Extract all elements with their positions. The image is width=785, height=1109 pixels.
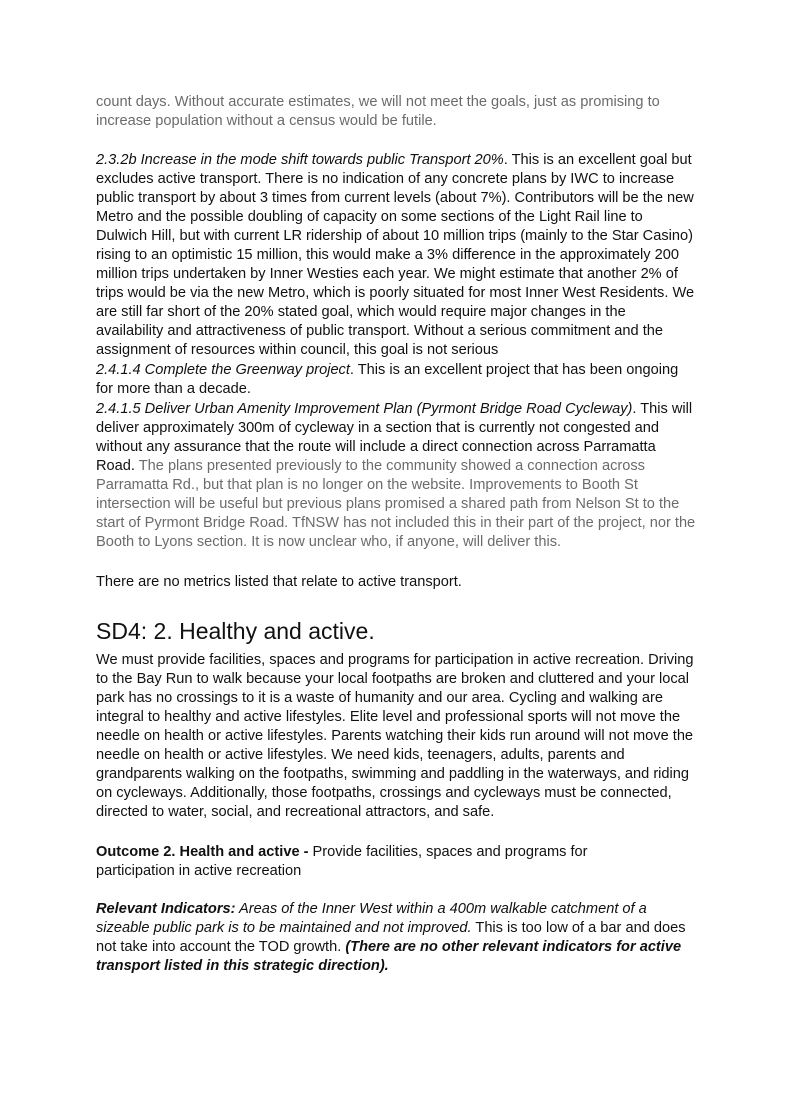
section-heading-sd4: SD4: 2. Healthy and active. — [96, 618, 375, 644]
sd4-body-text: We must provide facilities, spaces and programs for participation in active recreation. Driving to the Bay Run to walk because your local footpaths are broken and cluttered and your local park has no crossings to it is a waste of humanity and our area. Cycling and walking are integral to healthy and active lifestyles. Elite level and professional sports will not move the needle on health or active lifestyles. Parents watching their kids run around will not move the needle on health or active lifestyles. We need kids, teenagers, adults, parents and grandparents walking on the footpaths, swimming and paddling in the waterways, and riding on cycleways. Additionally, those footpaths, crossings and cycleways must be connected, directed to water, social, and recreational attractors, and safe. — [96, 652, 694, 820]
outcome-2-paragraph — [96, 843, 596, 881]
item-2-4-1-4-body: . This is an excellent project that has been ongoing for more than a decade. — [96, 362, 679, 397]
item-2-4-1-4-title: 2.4.1.4 Complete the Greenway project — [96, 362, 350, 378]
intro-paragraph — [96, 93, 696, 131]
relevant-indicators-italic: Areas of the Inner West within a 400m walkable catchment of a sizeable public park is to be maintained and not improved. — [96, 901, 647, 936]
outcome-2-label: Outcome 2. Health and active - — [96, 844, 309, 860]
relevant-indicators-note: (There are no other relevant indicators for active transport listed in this strategic direction). — [96, 939, 682, 974]
relevant-indicators-paragraph — [96, 900, 686, 976]
sd4-body-paragraph — [96, 651, 696, 822]
intro-text: count days. Without accurate estimates, we will not meet the goals, just as promising to increase population without a census would be futile. — [96, 94, 660, 129]
outcome-2-text: Provide facilities, spaces and programs for participation in active recreation — [96, 844, 588, 879]
no-metrics-note — [96, 573, 696, 592]
relevant-indicators-label: Relevant Indicators: — [96, 901, 236, 917]
item-2-3-2b-title: 2.3.2b Increase in the mode shift towards public Transport 20% — [96, 152, 504, 168]
item-2-3-2b-body: . This is an excellent goal but excludes active transport. There is no indication of any concrete plans by IWC to increase public transport by about 3 times from current levels (about 7%). Contributors will be the new Metro and the possible doubling of capacity on some sections of the Light Rail line to Dulwich Hill, but with current LR ridership of about 10 million trips (mainly to the Star Casino) rising to an optimistic 15 million, this would make a 3% difference in the approximately 200 million trips undertaken by Inner Westies each year. We might estimate that another 2% of trips would be via the new Metro, which is poorly situated for most Inner West Residents. We are still far short of the 20% stated goal, which would require major changes in the availability and attractiveness of public transport. Without a serious commitment and the assignment of resources within council, this goal is not serious — [96, 152, 695, 358]
no-metrics-text: There are no metrics listed that relate to active transport. — [96, 574, 462, 590]
item-2-4-1-5-paragraph — [96, 400, 696, 552]
item-2-4-1-5-body: . This will deliver approximately 300m of cycleway in a section that is currently not congested and without any assurance that the route will include a direct connection across Parramatta Road. — [96, 401, 693, 474]
item-2-4-1-4-paragraph — [96, 361, 696, 399]
item-2-4-1-5-body-gray: The plans presented previously to the community showed a connection across Parramatta Rd., but that plan is no longer on the website. Improvements to Booth St intersection will be useful but previous plans promised a shared path from Nelson St to the start of Pyrmont Bridge Road. TfNSW has not included this in their part of the project, nor the Booth to Lyons section. It is now unclear who, if anyone, will deliver this. — [96, 458, 696, 550]
item-2-4-1-5-title: 2.4.1.5 Deliver Urban Amenity Improvement Plan (Pyrmont Bridge Road Cycleway) — [96, 401, 633, 417]
relevant-indicators-text: This is too low of a bar and does not take into account the TOD growth. — [96, 920, 686, 955]
item-2-3-2b-paragraph — [96, 151, 696, 360]
